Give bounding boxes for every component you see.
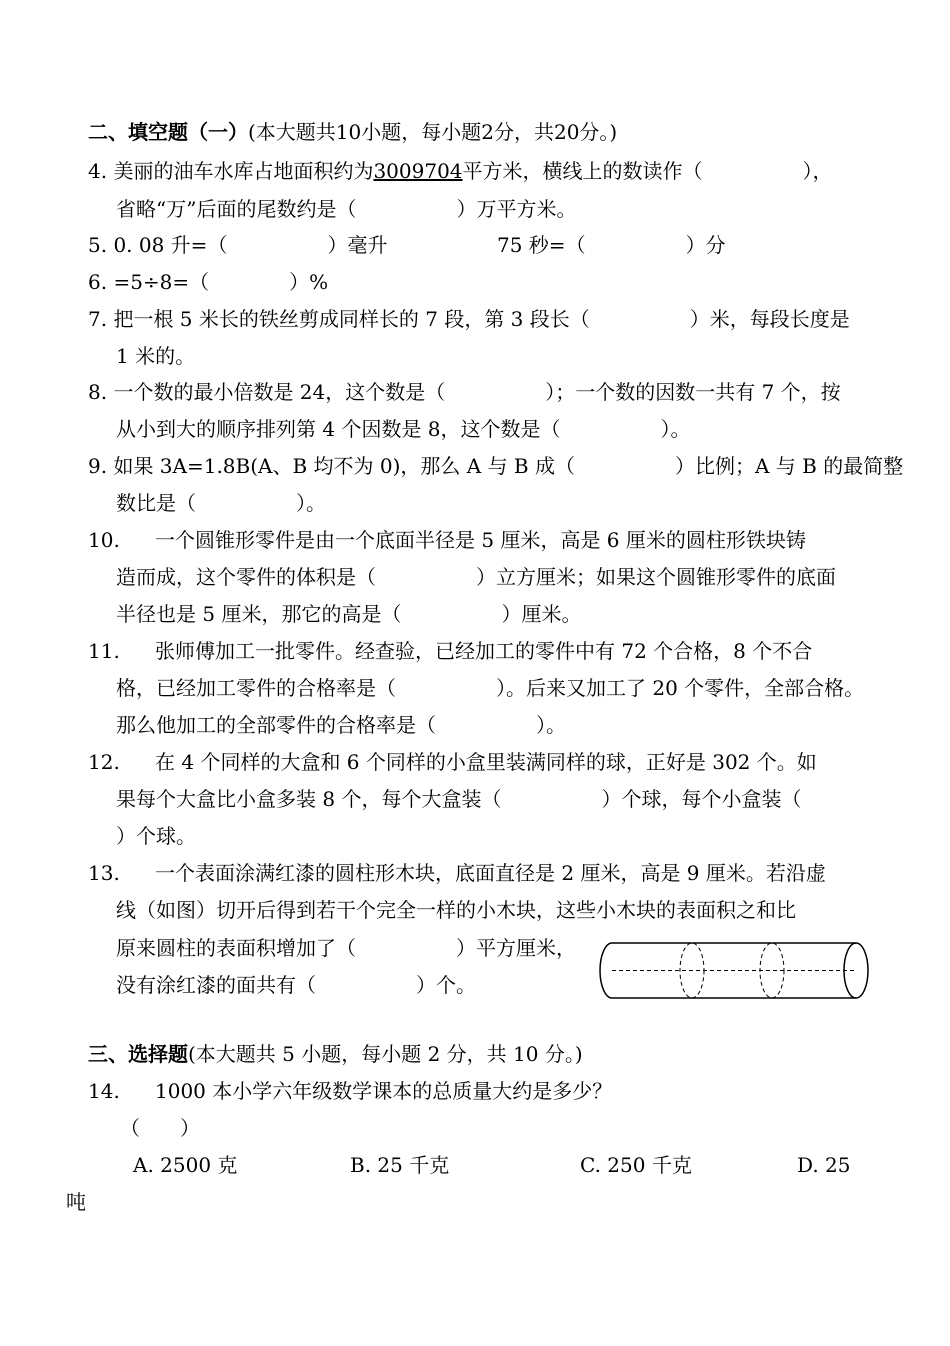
section-3-heading-line	[88, 1040, 583, 1068]
question-12-line-2: 果每个大盒比小盒多装 8 个，每个大盒装（ ）个球，每个小盒装（	[116, 787, 802, 811]
section-2-heading-line	[88, 118, 617, 146]
option-d-wrap: 吨	[66, 1190, 86, 1214]
question-11-line-1: 张师傅加工一批零件。经查验，已经加工的零件中有 72 个合格，8 个不合	[155, 639, 813, 663]
question-14-text: 1000 本小学六年级数学课本的总质量大约是多少？	[155, 1079, 613, 1103]
question-13-line-2: 线（如图）切开后得到若干个完全一样的小木块，这些小木块的表面积之和比	[116, 898, 796, 922]
section-2-note: (本大题共10小题，每小题2分，共20分。)	[248, 120, 618, 144]
question-14-number: 14.	[88, 1079, 120, 1103]
question-10-line-3: 半径也是 5 厘米，那它的高是（ ）厘米。	[116, 602, 582, 626]
cylinder-left-end	[600, 943, 612, 998]
question-11-number: 11.	[88, 639, 120, 663]
question-13-number: 13.	[88, 861, 120, 885]
cylinder-figure	[598, 940, 874, 1002]
question-13-line-1: 一个表面涂满红漆的圆柱形木块，底面直径是 2 厘米，高是 9 厘米。若沿虚	[155, 861, 826, 885]
question-12-line-1: 在 4 个同样的大盒和 6 个同样的小盒里装满同样的球，正好是 302 个。如	[155, 750, 817, 774]
question-7-line-1: 7. 把一根 5 米长的铁丝剪成同样长的 7 段，第 3 段长（ ）米，每段长度是	[88, 307, 850, 331]
question-10-line-2: 造而成，这个零件的体积是（ ）立方厘米；如果这个圆锥形零件的底面	[116, 565, 836, 589]
question-4-number: 3009704	[373, 159, 463, 183]
question-8-line-2: 从小到大的顺序排列第 4 个因数是 8，这个数是（ ）。	[116, 417, 691, 441]
question-8-line-1: 8. 一个数的最小倍数是 24，这个数是（ ）；一个数的因数一共有 7 个，按	[88, 380, 841, 404]
question-14-answer-paren: （ ）	[120, 1116, 200, 1140]
question-13-line-4: 没有涂红漆的面共有（ ）个。	[116, 973, 476, 997]
option-c: C. 250 千克	[580, 1153, 692, 1177]
question-12-line-3: ）个球。	[116, 824, 196, 848]
question-5b: 75 秒=（ ）分	[497, 233, 726, 257]
question-9-line-2: 数比是（ ）。	[116, 491, 326, 515]
question-13-line-3: 原来圆柱的表面积增加了（ ）平方厘米，	[116, 936, 576, 960]
question-5a: 5. 0. 08 升=（ ）毫升	[88, 233, 388, 257]
option-b: B. 25 千克	[350, 1153, 450, 1177]
question-11-line-3: 那么他加工的全部零件的合格率是（ ）。	[116, 713, 566, 737]
question-4-pre: 4. 美丽的油车水库占地面积约为	[88, 159, 374, 183]
option-d: D. 25	[797, 1153, 851, 1177]
question-12-number: 12.	[88, 750, 120, 774]
question-7-line-2: 1 米的。	[116, 344, 196, 368]
question-4-post: 平方米，横线上的数读作（ ），	[462, 159, 833, 183]
section-3-note: (本大题共 5 小题，每小题 2 分，共 10 分。)	[188, 1042, 583, 1066]
question-11-line-2: 格，已经加工零件的合格率是（ ）。后来又加工了 20 个零件，全部合格。	[116, 676, 865, 700]
question-10-line-1: 一个圆锥形零件是由一个底面半径是 5 厘米，高是 6 厘米的圆柱形铁块铸	[155, 528, 806, 552]
question-10-number: 10.	[88, 528, 120, 552]
question-4-line-1	[88, 157, 833, 185]
option-a: A. 2500 克	[133, 1153, 238, 1177]
section-3-title: 三、选择题	[88, 1042, 188, 1066]
question-9-line-1: 9. 如果 3A=1.8B(A、B 均不为 0)，那么 A 与 B 成（ ）比例；A 与 B 的最简整	[88, 454, 904, 478]
question-6: 6. =5÷8=（ ）%	[88, 270, 329, 294]
question-4-line-2: 省略“万”后面的尾数约是（ ）万平方米。	[116, 197, 577, 221]
section-2-title: 二、填空题（一）	[88, 120, 248, 144]
